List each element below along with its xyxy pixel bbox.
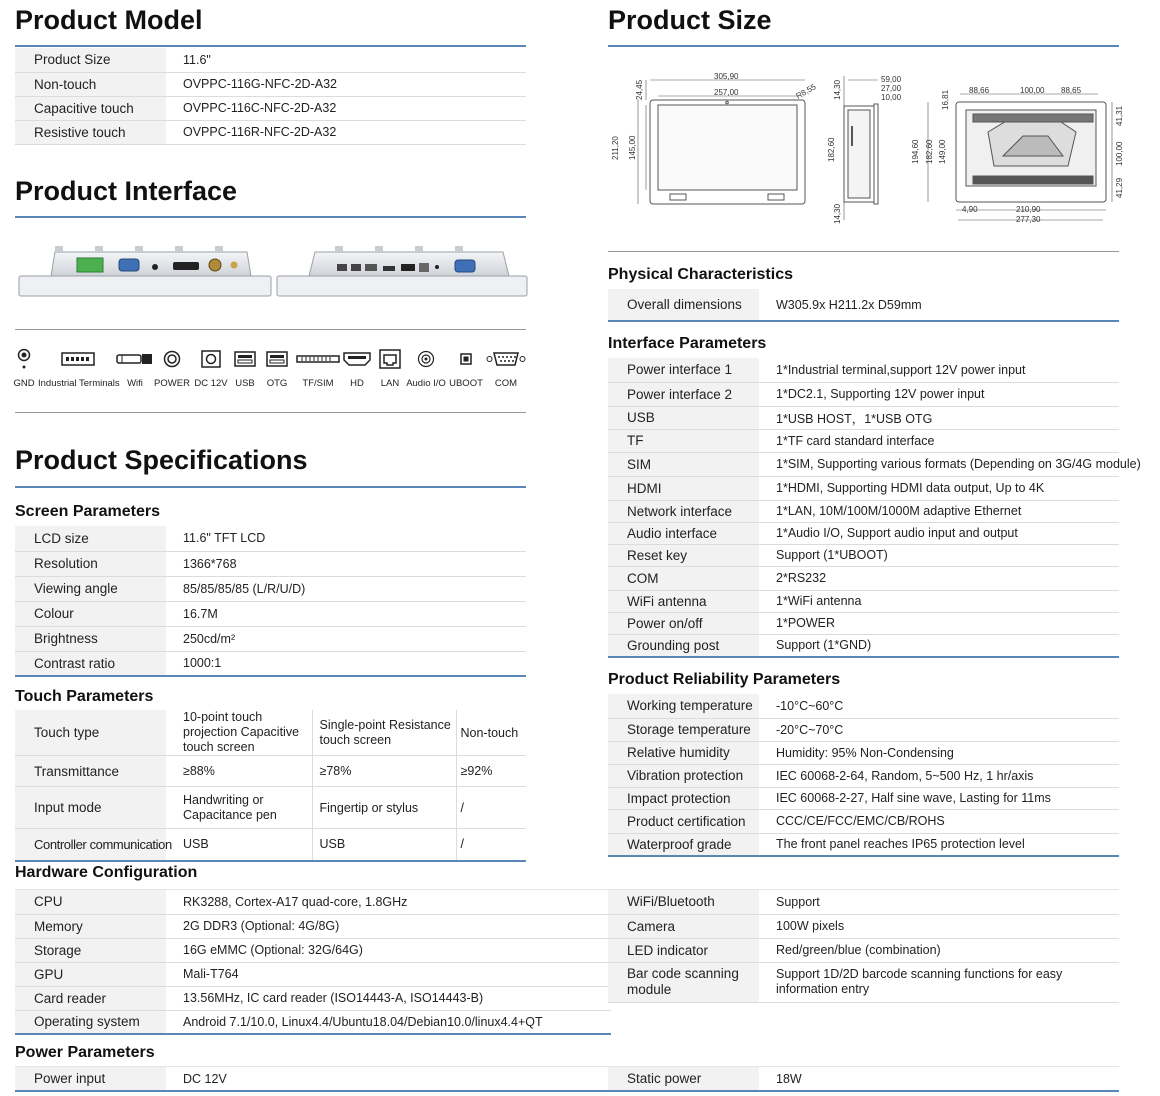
otg-port-icon [266,351,288,367]
table-row [608,833,1119,856]
dim-side-height: 182,60 [827,137,836,162]
reset-key-icon [460,353,472,365]
table-row [608,718,1119,741]
table-row [608,914,1119,938]
table-row [608,764,1119,787]
screen-key: Viewing angle [15,576,166,601]
table-row [608,358,1119,382]
interface-icon-legend [12,342,532,402]
table-row [15,96,526,120]
reliability-value: IEC 60068-2-27, Half sine wave, Lasting for 11ms [759,787,1119,809]
touch-resistive: USB [312,829,456,861]
hardware-value: Mali-T764 [166,962,611,986]
iface-value: Support (1*UBOOT) [759,544,1119,566]
power-key: Static power [608,1067,759,1091]
com-legend [484,342,528,389]
hdmi-port-icon [343,352,371,366]
dim-top-offset: 24,45 [635,79,644,100]
iface-key: TF [608,429,759,452]
screen-key: Resolution [15,551,166,576]
usb-legend [232,342,258,389]
dim-back-height-1: 194,60 [911,139,920,164]
table-row [608,566,1119,590]
table-row [15,601,526,626]
iface-key: WiFi antenna [608,590,759,612]
ground-icon [17,348,31,370]
lan-legend [376,342,404,389]
table-row [608,544,1119,566]
touch-parameters-title: Touch Parameters [15,688,154,705]
touch-none: Non-touch [456,710,526,756]
audio-jack-icon [417,350,435,368]
hardware-key: Memory [15,914,166,938]
iface-value: 2*RS232 [759,566,1119,590]
iface-value: 1*POWER [759,612,1119,634]
table-row [608,289,1119,321]
table-row [608,741,1119,764]
dim-back-right-3: 41,29 [1115,177,1124,198]
hardware-key: LED indicator [608,938,759,962]
dim-back-height-3: 149,00 [938,139,947,164]
reliability-value: IEC 60068-2-64, Random, 5~500 Hz, 1 hr/axis [759,764,1119,787]
touch-none: / [456,829,526,861]
power-button-icon [163,350,181,368]
ethernet-port-icon [379,349,401,369]
product-specifications-title: Product Specifications [15,445,308,475]
hardware-value: 16G eMMC (Optional: 32G/64G) [166,938,611,962]
iface-value: Support (1*GND) [759,634,1119,657]
dim-depth-2: 27,00 [881,84,902,93]
dim-back-right-2: 100,00 [1115,141,1124,166]
table-row [15,829,526,861]
table-row [15,651,526,676]
physical-table [608,289,1119,322]
reliability-parameters-title: Product Reliability Parameters [608,671,841,688]
touch-resistive: ≥78% [312,756,456,787]
gnd-legend [12,342,36,389]
power-legend [152,342,192,389]
dim-back-mid: 100,00 [1020,86,1045,95]
power-right-table [608,1067,1119,1092]
screen-key: Colour [15,601,166,626]
reliability-key: Product certification [608,809,759,833]
reliability-value: Humidity: 95% Non-Condensing [759,741,1119,764]
dim-back-bottom-1: 4,90 [962,205,978,214]
table-row [608,890,1119,914]
dim-depth-3: 10,00 [881,93,902,102]
table-row [15,626,526,651]
reliability-value: -20°C~70°C [759,718,1119,741]
screen-parameters-table [15,526,526,677]
dim-corner-radius: R8,55 [794,82,818,101]
hardware-value: RK3288, Cortex-A17 quad-core, 1.8GHz [166,890,611,914]
screen-key: Brightness [15,626,166,651]
table-row [15,526,526,551]
reliability-key: Working temperature [608,694,759,718]
reliability-value: The front panel reaches IP65 protection level [759,833,1119,856]
touch-capacitive: ≥88% [166,756,312,787]
table-row [608,476,1119,500]
table-row [608,406,1119,429]
product-interface-rule [15,216,526,218]
hardware-key: Camera [608,914,759,938]
iface-key: COM [608,566,759,590]
table-row [608,429,1119,452]
iface-value: 1*HDMI, Supporting HDMI data output, Up to 4K [759,476,1119,500]
iface-value: 1*TF card standard interface [759,429,1119,452]
reliability-key: Storage temperature [608,718,759,741]
dim-depth-1: 59,00 [881,75,902,84]
touch-capacitive: 10-point touch projection Capacitive touch screen [166,710,312,756]
power-left-table [15,1067,611,1092]
model-value: OVPPC-116G-NFC-2D-A32 [166,72,526,96]
touch-capacitive: USB [166,829,312,861]
icon-label: POWER [154,378,190,389]
screen-value: 16.7M [166,601,526,626]
model-value: OVPPC-116R-NFC-2D-A32 [166,120,526,144]
dc-legend [192,342,230,389]
interface-legend-divider [15,412,526,413]
icon-label: Wifi [127,378,143,389]
iface-key: HDMI [608,476,759,500]
screen-value: 1366*768 [166,551,526,576]
dim-back-top-left: 16,81 [941,89,950,110]
hardware-key: WiFi/Bluetooth [608,890,759,914]
icon-label: COM [494,378,518,389]
table-row [608,634,1119,657]
dim-back-bottom-2: 210,90 [1016,205,1041,214]
size-bottom-line [608,251,1119,252]
product-model-table [15,48,526,145]
hardware-value: 13.56MHz, IC card reader (ISO14443-A, ISO14443-B) [166,986,611,1010]
table-row [15,710,526,756]
touch-none: ≥92% [456,756,526,787]
dimension-drawing [608,66,1123,234]
table-row [15,1067,611,1091]
physical-key: Overall dimensions [608,289,759,321]
dim-back-right: 88,65 [1061,86,1082,95]
touch-key: Transmittance [15,756,166,787]
power-key: Power input [15,1067,166,1091]
hardware-left-table [15,890,611,1035]
iface-key: USB [608,406,759,429]
side-view [844,76,878,220]
product-specifications-rule [15,486,526,488]
screen-value: 1000:1 [166,651,526,676]
dim-front-width: 305,90 [714,72,739,81]
model-value: 11.6" [166,48,526,72]
table-row [608,590,1119,612]
table-row [608,1067,1119,1091]
hardware-key: CPU [15,890,166,914]
screen-value: 250cd/m² [166,626,526,651]
dim-front-inner-width: 257,00 [714,88,739,97]
product-size-rule [608,45,1119,47]
dc-jack-icon [201,350,221,368]
table-row [15,962,611,986]
table-row [15,890,611,914]
screen-key: LCD size [15,526,166,551]
reliability-value: CCC/CE/FCC/EMC/CB/ROHS [759,809,1119,833]
table-row [15,787,526,829]
touch-key: Touch type [15,710,166,756]
icon-label: TF/SIM [302,378,334,389]
otg-legend [264,342,290,389]
reliability-key: Waterproof grade [608,833,759,856]
screen-value: 11.6" TFT LCD [166,526,526,551]
uboot-legend [448,342,484,389]
terminal-block-icon [61,351,95,367]
hardware-value: 2G DDR3 (Optional: 4G/8G) [166,914,611,938]
iface-value: 1*USB HOST，1*USB OTG [759,406,1119,429]
icon-label: LAN [380,378,400,389]
dim-front-height: 211,20 [611,136,620,160]
hardware-value: Red/green/blue (combination) [759,938,1119,962]
interface-divider [15,329,526,330]
hardware-key: Operating system [15,1010,166,1034]
interface-parameters-title: Interface Parameters [608,335,767,352]
iface-key: Power on/off [608,612,759,634]
dim-back-height-2: 182,60 [925,139,934,164]
hardware-right-table [608,890,1119,1003]
card-slot-icon [296,353,340,365]
table-row [608,809,1119,833]
iface-value: 1*Industrial terminal,support 12V power input [759,358,1119,382]
dim-front-inner-height: 145,00 [628,135,637,160]
model-key: Resistive touch [15,120,166,144]
dim-back-bottom-3: 277,30 [1016,215,1041,224]
table-row [15,120,526,144]
iface-key: Audio interface [608,522,759,544]
power-parameters-title: Power Parameters [15,1044,155,1061]
touch-key: Input mode [15,787,166,829]
power-value: 18W [759,1067,1119,1091]
dim-back-right-1: 41,31 [1115,105,1124,126]
touch-key: Controller communication [15,829,166,861]
hardware-key: Bar code scanning module [608,962,759,1002]
usb-port-icon [234,351,256,367]
table-row [608,962,1119,1002]
model-key: Non-touch [15,72,166,96]
power-value: DC 12V [166,1067,611,1091]
table-row [15,551,526,576]
table-row [15,72,526,96]
table-row [608,382,1119,406]
table-row [15,576,526,601]
touch-resistive: Fingertip or stylus [312,787,456,829]
table-row [608,612,1119,634]
reliability-key: Impact protection [608,787,759,809]
front-view [638,80,805,204]
model-key: Capacitive touch [15,96,166,120]
icon-label: GND [13,378,35,389]
iface-key: Network interface [608,500,759,522]
icon-label: Audio I/O [406,378,446,389]
back-view [928,94,1112,220]
reliability-key: Relative humidity [608,741,759,764]
iface-key: Reset key [608,544,759,566]
table-row [15,756,526,787]
table-row [608,522,1119,544]
icon-label: DC 12V [194,378,228,389]
serial-port-icon [486,351,526,367]
iface-value: 1*Audio I/O, Support audio input and output [759,522,1119,544]
reliability-parameters-table [608,694,1119,857]
hardware-value: Support 1D/2D barcode scanning functions for easy information entry [759,962,1119,1002]
hardware-key: Storage [15,938,166,962]
iface-value: 1*LAN, 10M/100M/1000M adaptive Ethernet [759,500,1119,522]
table-row [608,694,1119,718]
dim-side-bottom: 14,30 [833,203,842,224]
table-row [608,500,1119,522]
table-row [15,914,611,938]
product-size-title: Product Size [608,5,772,35]
product-model-title: Product Model [15,5,203,35]
table-row [15,1010,611,1034]
screen-key: Contrast ratio [15,651,166,676]
dim-side-top: 14,30 [833,79,842,100]
iface-key: Power interface 1 [608,358,759,382]
iface-key: Power interface 2 [608,382,759,406]
hardware-value: Support [759,890,1119,914]
dim-back-left: 88,66 [969,86,990,95]
touch-parameters-table [15,710,526,862]
physical-value: W305.9x H211.2x D59mm [759,289,1119,321]
iface-key: SIM [608,452,759,476]
product-interface-title: Product Interface [15,176,238,206]
hardware-configuration-title: Hardware Configuration [15,864,198,881]
interface-panel-illustration [15,238,530,304]
screen-parameters-title: Screen Parameters [15,503,160,520]
table-row [15,938,611,962]
wifi-legend [116,342,154,389]
tfsim-legend [294,342,342,389]
audio-legend [406,342,446,389]
hardware-value: Android 7.1/10.0, Linux4.4/Ubuntu18.04/Debian10.0/linux4.4+QT [166,1010,611,1034]
table-row [608,938,1119,962]
icon-label: UBOOT [449,378,483,389]
terminals-legend [38,342,118,389]
hardware-key: Card reader [15,986,166,1010]
reliability-key: Vibration protection [608,764,759,787]
touch-none: / [456,787,526,829]
icon-label: USB [235,378,255,389]
antenna-icon [116,352,154,366]
hardware-value: 100W pixels [759,914,1119,938]
reliability-value: -10°C~60°C [759,694,1119,718]
screen-value: 85/85/85/85 (L/R/U/D) [166,576,526,601]
product-model-rule [15,45,526,47]
icon-label: HD [350,378,364,389]
table-row [608,787,1119,809]
hardware-key: GPU [15,962,166,986]
icon-label: Industrial Terminals [38,378,120,389]
model-key: Product Size [15,48,166,72]
table-row [15,986,611,1010]
table-row [15,48,526,72]
icon-label: OTG [266,378,288,389]
iface-value: 1*SIM, Supporting various formats (Depending on 3G/4G module) [759,452,1119,476]
touch-resistive: Single-point Resistance touch screen [312,710,456,756]
touch-capacitive: Handwriting or Capacitance pen [166,787,312,829]
hd-legend [342,342,372,389]
table-row [608,452,1119,476]
model-value: OVPPC-116C-NFC-2D-A32 [166,96,526,120]
interface-parameters-table [608,358,1141,658]
iface-key: Grounding post [608,634,759,657]
iface-value: 1*WiFi antenna [759,590,1119,612]
physical-characteristics-title: Physical Characteristics [608,266,793,283]
iface-value: 1*DC2.1, Supporting 12V power input [759,382,1119,406]
